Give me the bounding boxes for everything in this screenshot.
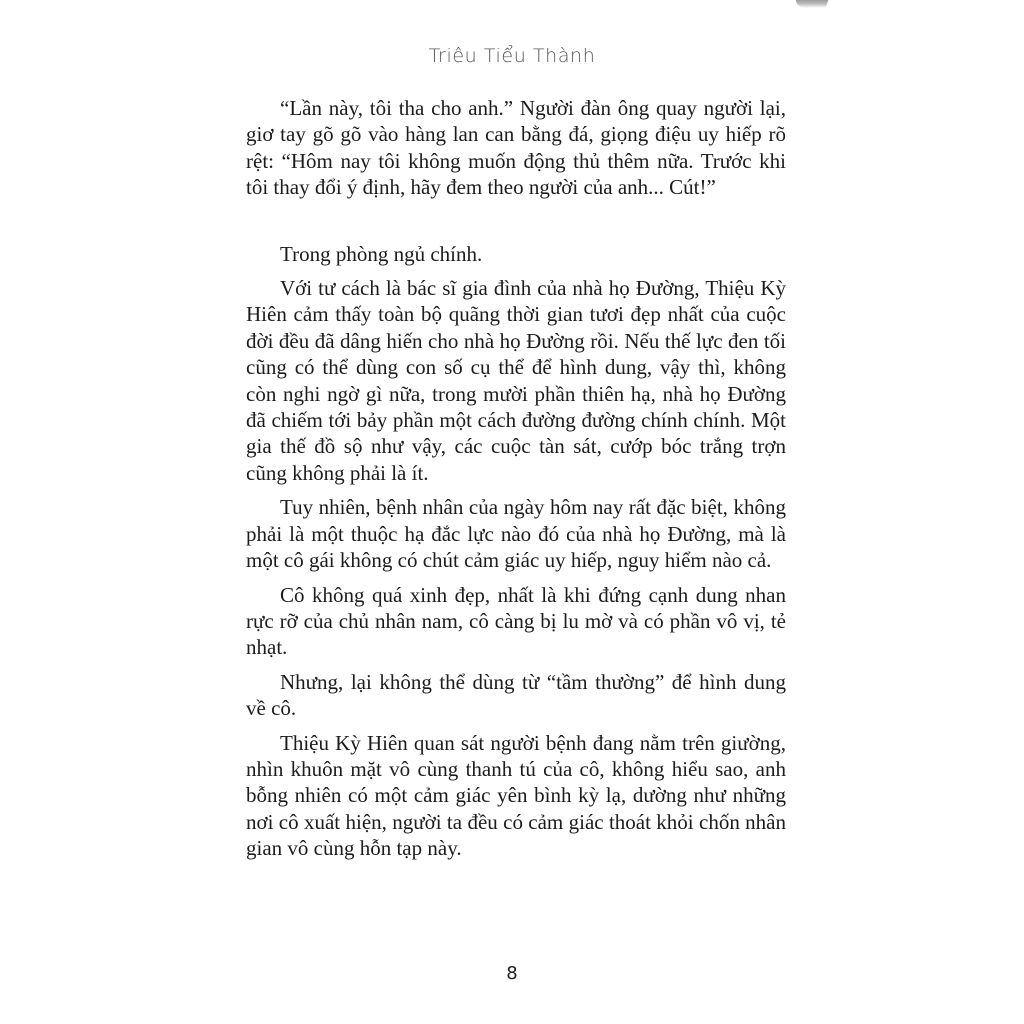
paragraph-5: Cô không quá xinh đẹp, nhất là khi đứng cạnh dung nhan rực rỡ của chủ nhân nam, cô càng bị lu mờ và có phần vô vị, tẻ nhạt. — [246, 582, 786, 660]
page-number: 8 — [506, 963, 518, 984]
body-text — [246, 95, 786, 862]
running-header: Triêu Tiểu Thành — [428, 45, 596, 67]
paragraph-2: Trong phòng ngủ chính. — [280, 241, 483, 266]
paragraph-1: “Lần này, tôi tha cho anh.” Người đàn ông quay người lại, giơ tay gõ gõ vào hàng lan can bằng đá, giọng điệu uy hiếp rõ rệt: “Hôm nay tôi không muốn động thủ thêm nữa. Trước khi tôi thay đổi ý định, hãy đem theo người của anh... Cút!” — [246, 96, 786, 200]
paragraph-4: Tuy nhiên, bệnh nhân của ngày hôm nay rất đặc biệt, không phải là một thuộc hạ đắc lực nào đó của nhà họ Đường, mà là một cô gái không có chút cảm giác uy hiếp, nguy hiểm nào cả. — [246, 495, 786, 573]
page-corner-shadow — [791, 0, 830, 8]
paragraph-7: Thiệu Kỳ Hiên quan sát người bệnh đang nằm trên giường, nhìn khuôn mặt vô cùng thanh tú của cô, không hiểu sao, anh bỗng nhiên có một cảm giác yên bình kỳ lạ, dường như những nơi cô xuất hiện, người ta đều có cảm giác thoát khỏi chốn nhân gian vô cùng hỗn tạp này. — [246, 730, 786, 861]
paragraph-3: Với tư cách là bác sĩ gia đình của nhà họ Đường, Thiệu Kỳ Hiên cảm thấy toàn bộ quãng thời gian tươi đẹp nhất của cuộc đời đều đã dâng hiến cho nhà họ Đường rồi. Nếu thế lực đen tối cũng có thể dùng con số cụ thể để hình dung, vậy thì, không còn nghi ngờ gì nữa, trong mười phần thiên hạ, nhà họ Đường đã chiếm tới bảy phần một cách đường đường chính chính. Một gia thế đồ sộ như vậy, các cuộc tàn sát, cướp bóc trắng trợn cũng không phải là ít. — [246, 276, 786, 485]
paragraph-6: Nhưng, lại không thể dùng từ “tầm thường” để hình dung về cô. — [246, 669, 786, 721]
